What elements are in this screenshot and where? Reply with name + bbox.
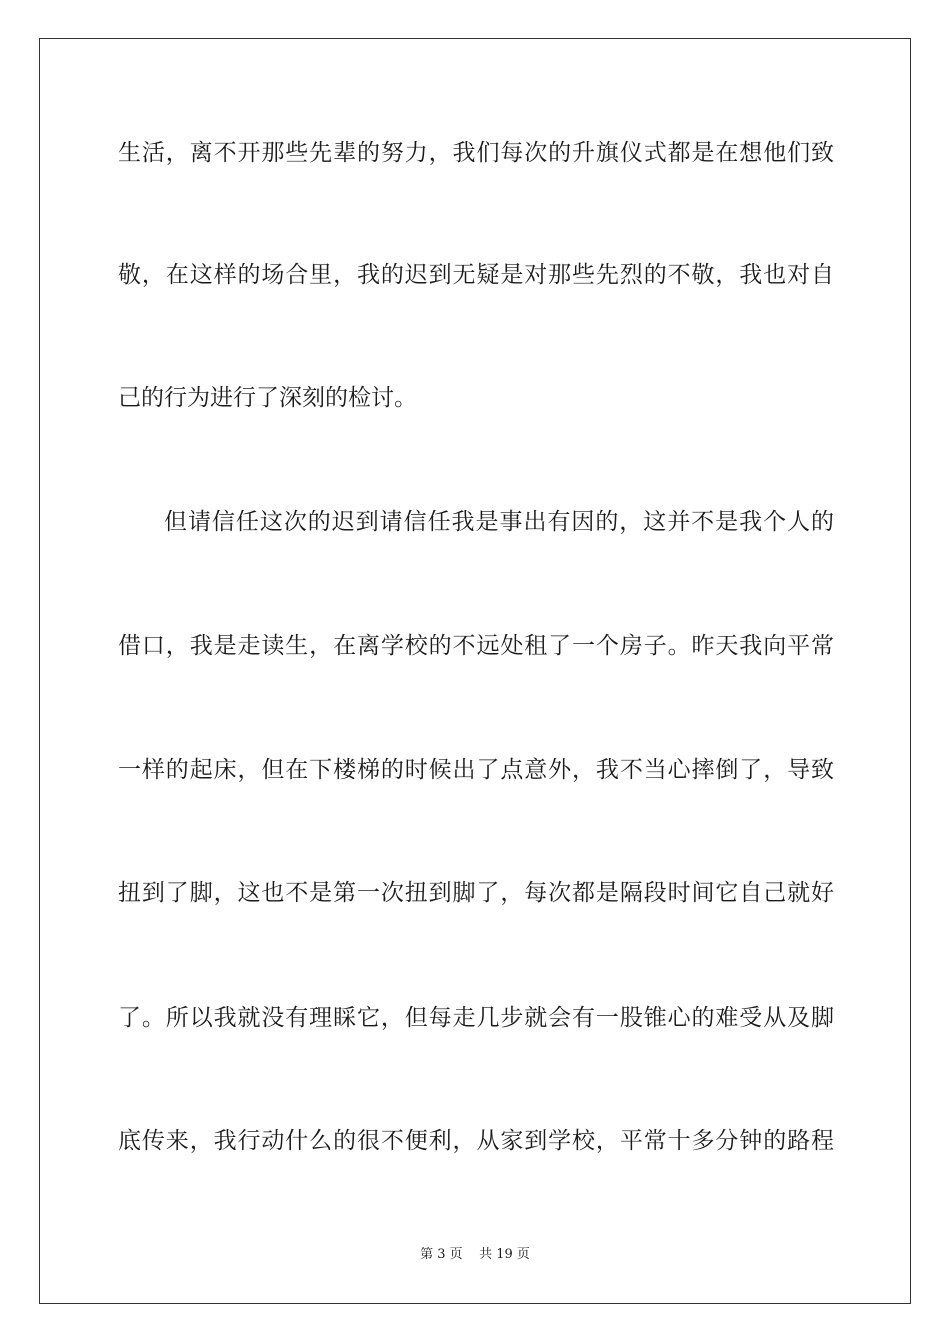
body-line-8: 了。所以我就没有理睬它，但每走几步就会有一股锥心的难受从及脚: [118, 1005, 834, 1031]
body-line-6: 一样的起床，但在下楼梯的时候出了点意外，我不当心摔倒了，导致: [118, 757, 834, 783]
body-line-9: 底传来，我行动什么的很不便利，从家到学校，平常十多分钟的路程: [118, 1128, 834, 1154]
body-line-5: 借口，我是走读生，在离学校的不远处租了一个房子。昨天我向平常: [118, 633, 834, 659]
body-line-2: 敬，在这样的场合里，我的迟到无疑是对那些先烈的不敬，我也对自: [118, 262, 834, 288]
body-line-7: 扭到了脚，这也不是第一次扭到脚了，每次都是隔段时间它自己就好: [118, 880, 834, 906]
page-border: [39, 38, 911, 1304]
page-number-footer: 第 3 页 共 19 页: [420, 1247, 530, 1262]
body-line-4: 但请信任这次的迟到请信任我是事出有因的，这并不是我个人的: [164, 509, 834, 535]
body-line-3: 己的行为进行了深刻的检讨。: [118, 385, 417, 411]
body-line-1: 生活，离不开那些先辈的努力，我们每次的升旗仪式都是在想他们致: [118, 140, 834, 166]
